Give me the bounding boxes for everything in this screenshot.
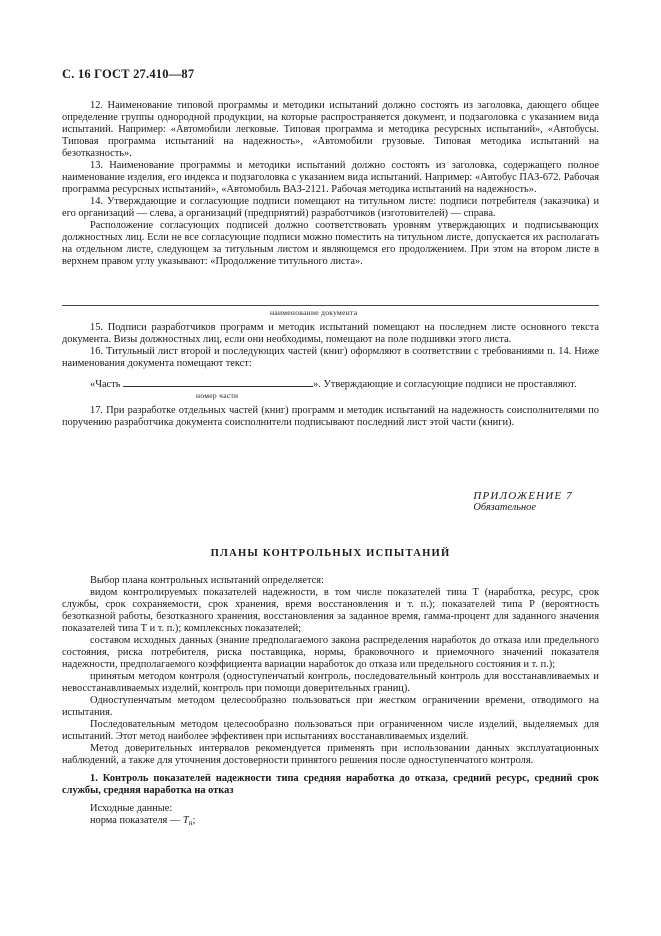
heading-1: 1. Контроль показателей надежности типа средняя наработка до отказа, средний ресурс, средний срок службы, средняя наработка на отказ	[62, 773, 599, 796]
paragraph-13: 13. Наименование программы и методики испытаний должно состоять из заголовка, содержащего полное наименование изделия, его индекса и подзаголовка с указанием вида испытаний. Например: «Автобус ПАЗ-672. Рабочая программа ресурсных испытаний», «Автомобиль ВАЗ-2121. Рабочая методика испытаний на надежность».	[62, 160, 599, 195]
appendix-title: ПРИЛОЖЕНИЕ 7	[473, 490, 573, 502]
paragraph-12: 12. Наименование типовой программы и методики испытаний должно состоять из заголовка, дающего общее определение группы однородной продукции, на которые распространяется документ, и подзаголовка с указанием вида испытаний. Например: «Автомобили легковые. Типовая программа и методика ресурсных испытаний», «Автобусы. Типовая программа испытаний на надежность», «Автомобили грузовые. Типовая методика испытаний на безотказность».	[62, 100, 599, 159]
document-name-caption: наименование документа	[270, 308, 358, 317]
section-text-block-3	[62, 405, 599, 429]
part-line	[62, 377, 599, 391]
part-number-caption: номер части	[196, 391, 239, 400]
section-title: ПЛАНЫ КОНТРОЛЬНЫХ ИСПЫТАНИЙ	[210, 548, 451, 559]
paragraph-14: 14. Утверждающие и согласующие подписи помещают на титульном листе: подписи потребителя (заказчика) и его организаций — слева, а организаций (предприятий) разработчиков (изготовителей) — справа.	[62, 196, 599, 219]
confidence-paragraph: Метод доверительных интервалов рекомендуется применять при использовании данных эксплуатационных наблюдений, а также для уточнения достоверности принятого решения после одноступенчатого контроля.	[62, 743, 599, 766]
section-text-block-2	[62, 322, 599, 370]
norm-symbol: T	[182, 815, 189, 826]
part-number-blank	[123, 377, 313, 387]
norm-suffix: ;	[192, 815, 196, 826]
part-prefix: «Часть	[90, 379, 121, 390]
paragraph-16: 16. Титульный лист второй и последующих частей (книг) оформляют в соответствии с требованиями п. 14. Ниже наименования документа помещают текст:	[62, 346, 599, 369]
paragraph-14-continuation: Расположение согласующих подписей должно соответствовать уровням утверждающих и подписывающих должностных лиц. Если не все согласующие подписи можно поместить на титульном листе, допускается их располагать на отдельном листе, следующем за титульным листом и являющемся его продолжением. При этом на втором листе в верхнем правом углу указывают: «Продолжение титульного листа».	[62, 220, 599, 267]
norm-prefix: норма показателя —	[90, 815, 183, 826]
part-suffix: ». Утверждающие и согласующие подписи не проставляют.	[313, 379, 577, 390]
norm-line	[62, 815, 599, 829]
single-stage-paragraph: Одноступенчатым методом целесообразно пользоваться при жестком ограничении времени, отводимого на испытания.	[62, 695, 599, 718]
criterion-3: принятым методом контроля (одноступенчатый контроль, последовательный контроль для восстанавливаемых и невосстанавливаемых изделий, контроль при помощи доверительных границ).	[62, 671, 599, 694]
intro-paragraph: Выбор плана контрольных испытаний определяется:	[90, 575, 324, 586]
page-header: С. 16 ГОСТ 27.410—87	[62, 67, 195, 81]
sequential-paragraph: Последовательным методом целесообразно пользоваться при ограниченном числе изделий, выделяемых для испытаний. Этот метод наиболее эффективен при испытаниях восстанавливаемых изделий.	[62, 719, 599, 742]
norm-subscript: н	[188, 819, 193, 827]
document-name-line	[62, 305, 599, 306]
paragraph-15: 15. Подписи разработчиков программ и методик испытаний помещают на последнем листе основного текста документа. Визы должностных лиц, если они необходимы, помещают на поле подшивки этого листа.	[62, 322, 599, 345]
section-text-block	[62, 100, 599, 268]
appendix-label	[473, 490, 573, 514]
criterion-1: видом контролируемых показателей надежности, в том числе показателей типа Т (наработка, ресурс, срок службы, срок сохраняемости, срок хранения, время восстановления и т. п.); показателей типа Р (вероятность безотказной работы, безотказного хранения, восстановления за заданное время, гамма-процент для заданного значения показателей типа Т и т. п.); комплексных показателей;	[62, 587, 599, 634]
section2-text-block	[62, 575, 599, 829]
appendix-status: Обязательное	[473, 502, 536, 513]
paragraph-17: 17. При разработке отдельных частей (книг) программ и методик испытаний на надежность соисполнителями по поручению разработчика документа соисполнители подписывают последний лист этой части (книги).	[62, 405, 599, 428]
criterion-2: составом исходных данных (знание предполагаемого закона распределения наработок до отказа или предельного состояния, риска потребителя, риска поставщика, нормы, браковочного и приемочного значений показателя надежности, предполагаемого коэффициента вариации наработок до отказа или предельного состояния и т. п.);	[62, 635, 599, 670]
initial-data-label: Исходные данные:	[90, 803, 173, 814]
